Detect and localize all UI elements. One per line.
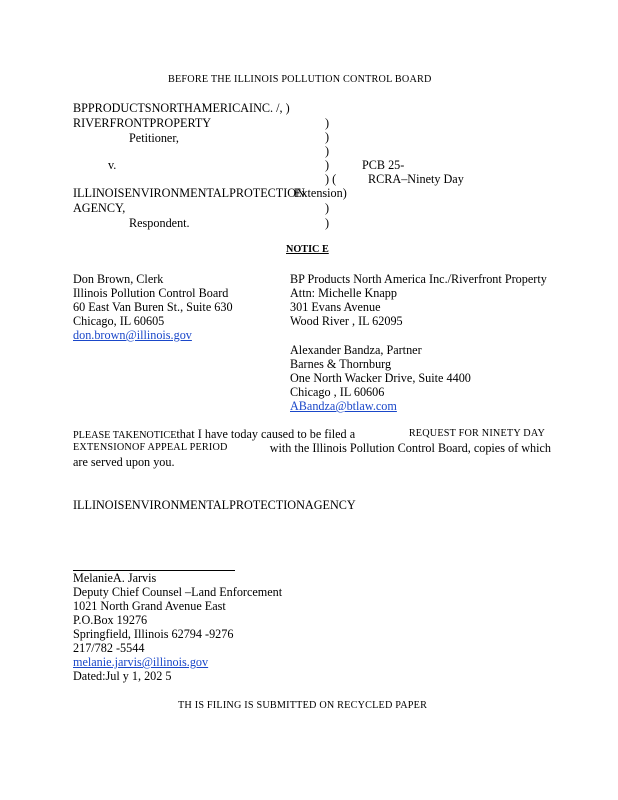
caption-paren: )	[325, 216, 330, 230]
caption-extension: Extension)	[294, 186, 347, 200]
caption-paren: )	[325, 144, 330, 158]
clerk-name: Don Brown, Clerk	[73, 272, 164, 286]
agency-name: ILLINOISENVIRONMENTALPROTECTIONAGENCY	[73, 498, 356, 512]
petitioner-role: Petitioner,	[129, 131, 179, 145]
signer-title: Deputy Chief Counsel –Land Enforcement	[73, 585, 283, 599]
petitioner-attn: Attn: Michelle Knapp	[290, 286, 397, 300]
dated-line: Dated:Jul y 1, 202 5	[73, 669, 172, 683]
document-heading: BEFORE THE ILLINOIS POLLUTION CONTROL BOARD	[168, 74, 432, 85]
signer-name: MelanieA. Jarvis	[73, 571, 157, 585]
respondent-name-line1: ILLINOISENVIRONMENTALPROTECTION	[73, 186, 305, 200]
respondent-name-line2: AGENCY,	[73, 201, 126, 215]
body-text-1: that I have today caused to be filed a	[176, 427, 356, 441]
petitioner-name-line2: RIVERFRONTPROPERTY	[73, 116, 212, 130]
request-title-cont: EXTENSIONOF APPEAL PERIOD	[73, 442, 228, 453]
case-type: RCRA–Ninety Day	[368, 172, 464, 186]
versus-label: v.	[108, 158, 117, 172]
body-text-3: are served upon you.	[73, 455, 175, 469]
signer-city: Springfield, Illinois 62794 -9276	[73, 627, 234, 641]
notice-title: NOTIC E	[286, 244, 329, 255]
recycled-paper-footer: TH IS FILING IS SUBMITTED ON RECYCLED PAPER	[178, 700, 428, 711]
counsel-city: Chicago , IL 60606	[290, 385, 385, 399]
signer-po-box: P.O.Box 19276	[73, 613, 148, 627]
clerk-street: 60 East Van Buren St., Suite 630	[73, 300, 233, 314]
caption-paren: )	[325, 158, 330, 172]
notice-lead: PLEASE TAKENOTICE	[73, 430, 177, 441]
respondent-role: Respondent.	[129, 216, 190, 230]
signer-phone: 217/782 -5544	[73, 641, 145, 655]
clerk-org: Illinois Pollution Control Board	[73, 286, 229, 300]
caption-paren: )	[325, 116, 330, 130]
petitioner-name-line1: BPPRODUCTSNORTHAMERICAINC. /, )	[73, 101, 290, 115]
counsel-name: Alexander Bandza, Partner	[290, 343, 422, 357]
signer-street: 1021 North Grand Avenue East	[73, 599, 226, 613]
petitioner-city: Wood River , IL 62095	[290, 314, 403, 328]
clerk-city: Chicago, IL 60605	[73, 314, 165, 328]
clerk-email-link[interactable]: don.brown@illinois.gov	[73, 328, 192, 342]
counsel-street: One North Wacker Drive, Suite 4400	[290, 371, 471, 385]
signer-email-link[interactable]: melanie.jarvis@illinois.gov	[73, 655, 209, 669]
request-title: REQUEST FOR NINETY DAY	[408, 428, 545, 439]
case-number: PCB 25-	[362, 158, 405, 172]
counsel-email-link[interactable]: ABandza@btlaw.com	[290, 399, 397, 413]
caption-paren: )	[325, 130, 330, 144]
body-line-2	[73, 441, 551, 455]
petitioner-street: 301 Evans Avenue	[290, 300, 381, 314]
counsel-firm: Barnes & Thornburg	[290, 357, 392, 371]
petitioner-org: BP Products North America Inc./Riverfront Property	[290, 272, 547, 286]
caption-paren: )	[325, 201, 330, 215]
caption-paren: ) (	[325, 172, 337, 186]
body-text-2: with the Illinois Pollution Control Board, copies of which	[269, 441, 551, 455]
